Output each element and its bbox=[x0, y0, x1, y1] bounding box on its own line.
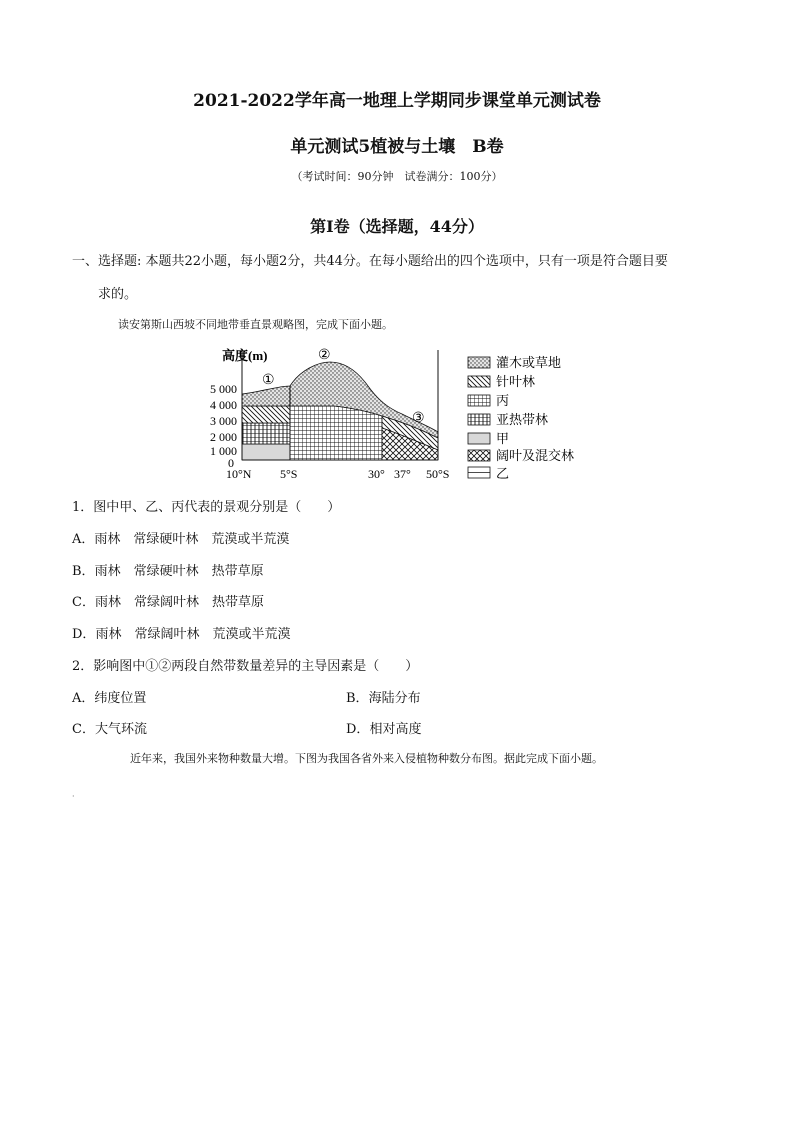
option-letter: D． bbox=[346, 722, 370, 737]
zone-shrub-left bbox=[242, 386, 290, 406]
y-tick-3000: 3 000 bbox=[210, 414, 237, 428]
instructions-line2: 求的。 bbox=[98, 287, 138, 302]
y-tick-4000: 4 000 bbox=[210, 398, 237, 412]
option-text: 雨林 常绿阔叶林 荒漠或半荒漠 bbox=[95, 627, 291, 642]
option-letter: C． bbox=[72, 595, 95, 610]
legend-conifer: 针叶林 bbox=[496, 374, 536, 389]
option-text: 相对高度 bbox=[369, 722, 422, 737]
passage-1: 读安第斯山西坡不同地带垂直景观略图，完成下面小题。 bbox=[118, 318, 393, 331]
y-tick-0: 0 bbox=[228, 456, 234, 470]
y-tick-5000: 5 000 bbox=[210, 382, 237, 396]
x-tick-5s: 5°S bbox=[280, 467, 298, 481]
legend-broadleaf: 阔叶及混交林 bbox=[496, 448, 575, 463]
question-1-option-d[interactable] bbox=[72, 623, 290, 642]
x-tick-37: 37° bbox=[394, 467, 411, 481]
instructions-line1: 一、选择题: 本题共22小题，每小题2分，共44分。在每小题给出的四个选项中，只有一项是符合题目要 bbox=[72, 254, 668, 269]
figure-legend bbox=[468, 355, 574, 481]
footnote-mark: · bbox=[72, 792, 75, 801]
option-text: 纬度位置 bbox=[94, 691, 147, 706]
legend-jia: 甲 bbox=[496, 431, 510, 446]
legend-shrub-grass: 灌木或草地 bbox=[496, 355, 562, 370]
option-text: 大气环流 bbox=[94, 722, 147, 737]
passage-2: 近年来，我国外来物种数量大增。下图为我国各省外来入侵植物种数分布图。据此完成下面小题。 bbox=[130, 752, 603, 765]
marker-1: ① bbox=[262, 373, 275, 388]
marker-2: ② bbox=[318, 348, 331, 363]
question-2-option-c[interactable] bbox=[72, 718, 147, 737]
option-letter: C． bbox=[72, 722, 95, 737]
unit-subtitle: 单元测试5植被与土壤 B卷 bbox=[290, 137, 504, 157]
legend-yi: 乙 bbox=[496, 466, 510, 481]
x-tick-10n: 10°N bbox=[226, 467, 252, 481]
option-letter: A． bbox=[72, 532, 95, 547]
option-text: 雨林 常绿硬叶林 荒漠或半荒漠 bbox=[94, 532, 290, 547]
question-1-stem: 1．图中甲、乙、丙代表的景观分别是（ ） bbox=[72, 500, 341, 515]
option-letter: B． bbox=[346, 691, 369, 706]
zone-subtropical-left bbox=[242, 423, 290, 444]
question-2-option-d[interactable] bbox=[346, 718, 421, 737]
legend-subtropical: 亚热带林 bbox=[496, 412, 549, 427]
option-text: 海陆分布 bbox=[368, 691, 421, 706]
question-2-option-a[interactable] bbox=[72, 687, 146, 706]
x-tick-30: 30° bbox=[368, 467, 385, 481]
option-text: 雨林 常绿阔叶林 热带草原 bbox=[94, 595, 264, 610]
exam-info: （考试时间：90分钟 试卷满分：100分） bbox=[291, 170, 503, 183]
zone-jia bbox=[242, 444, 290, 460]
zone-conifer-left bbox=[242, 406, 290, 423]
section-title: 第Ⅰ卷（选择题，44分） bbox=[310, 217, 484, 236]
marker-3: ③ bbox=[412, 411, 425, 426]
option-letter: D． bbox=[72, 627, 96, 642]
option-text: 雨林 常绿硬叶林 热带草原 bbox=[94, 564, 264, 579]
x-tick-50s: 50°S bbox=[426, 467, 450, 481]
question-2-stem: 2．影响图中①②两段自然带数量差异的主导因素是（ ） bbox=[72, 659, 419, 674]
question-2-option-b[interactable] bbox=[346, 687, 421, 706]
option-letter: B． bbox=[72, 564, 95, 579]
question-1-option-a[interactable] bbox=[72, 528, 289, 547]
andes-vertical-zonation-figure bbox=[210, 342, 602, 484]
legend-bing: 丙 bbox=[496, 393, 510, 408]
question-1-option-b[interactable] bbox=[72, 560, 264, 579]
y-axis-label: 高度(m) bbox=[222, 348, 268, 363]
question-1-option-c[interactable] bbox=[72, 591, 264, 610]
option-letter: A． bbox=[72, 691, 95, 706]
y-tick-1000: 1 000 bbox=[210, 444, 237, 458]
exam-title: 2021-2022学年高一地理上学期同步课堂单元测试卷 bbox=[193, 91, 601, 111]
y-tick-2000: 2 000 bbox=[210, 430, 237, 444]
